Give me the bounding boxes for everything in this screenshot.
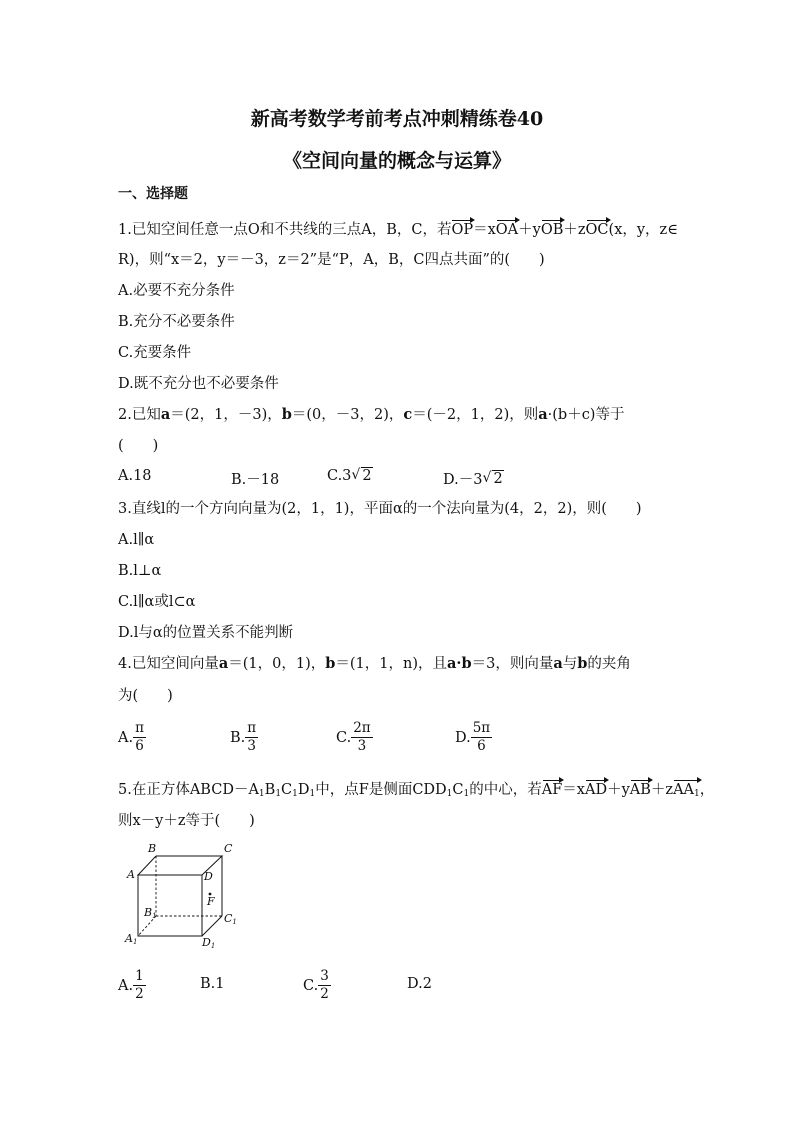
edge-c1-d1 (202, 916, 222, 936)
label-d: D (204, 870, 213, 883)
q4-option-d (455, 720, 492, 755)
vector-aa1-letters: AA (673, 782, 695, 798)
q4-option-d-label: D. (455, 729, 471, 746)
q2-vec-b: b (281, 406, 292, 423)
q5-plus-y: ＋y (607, 782, 630, 798)
q5-text-3: 的中心，若 (469, 782, 542, 798)
q4-text-3: ＝(1，1，n)，且 (335, 656, 447, 672)
fraction (133, 968, 146, 1003)
vector-ad: AD (584, 782, 608, 798)
subscript: 1 (463, 789, 470, 799)
denominator: 6 (135, 738, 144, 754)
q1-option-b: B.充分不必要条件 (118, 314, 235, 330)
denominator: 3 (357, 738, 367, 754)
vector-oc: OC (585, 222, 609, 238)
label-b1-letter: B (144, 906, 153, 919)
label-b: B (148, 842, 157, 855)
q5-plus-z: ＋z (650, 782, 674, 798)
q1-plus-z: ＋z (563, 222, 586, 238)
question-2-line-2: ( ) (118, 438, 159, 454)
q5-letter: C (452, 782, 464, 798)
label-d1-letter: D (202, 936, 211, 949)
q2-option-c-radicand: 2 (362, 468, 372, 484)
label-c1-subscript: 1 (232, 918, 237, 926)
label-a: A (127, 868, 135, 881)
label-d1 (201, 936, 215, 950)
subscript: 1 (446, 789, 453, 799)
q4-text-5: 与 (562, 656, 578, 672)
q1-plus-y: ＋y (518, 222, 541, 238)
q2-vec-a: a (160, 406, 171, 423)
sqrt-symbol: √ 2 (482, 469, 503, 487)
q4-text-6: 的夹角 (587, 656, 631, 672)
q2-option-d-radicand: 2 (493, 470, 503, 487)
q2-text-3: ＝(0，－3，2)， (291, 407, 404, 423)
q5-letter: D (297, 782, 310, 798)
question-1-line-1 (118, 220, 678, 240)
q3-option-c: C.l∥α或l⊂α (118, 594, 196, 610)
numerator: 3 (320, 968, 329, 984)
vector-ab: AB (629, 782, 651, 798)
q4-vec-a: a (218, 655, 229, 672)
q4-dot-product: a·b (447, 655, 472, 672)
denominator: 6 (477, 738, 486, 754)
q5-option-c-label: C. (303, 977, 319, 994)
q4-option-a (118, 720, 146, 755)
numerator: 5π (472, 720, 491, 736)
q2-option-b: B.－18 (231, 472, 280, 488)
q1-option-a: A.必要不充分条件 (118, 283, 235, 299)
label-a1-letter: A (125, 932, 133, 945)
q5-option-d: D.2 (407, 976, 432, 992)
sqrt-symbol: √ 2 (351, 467, 372, 484)
q1-domain: (x，y，z∈ (608, 222, 678, 238)
q2-vec-c: c (403, 406, 413, 423)
fraction (351, 720, 372, 755)
fraction (245, 720, 258, 755)
q4-text-2: ＝(1，0，1)， (228, 656, 326, 672)
subscript: 1 (292, 789, 298, 799)
vector-af: AF (541, 782, 563, 798)
q3-option-b: B.l⊥α (118, 563, 162, 579)
question-4-line-2: 为( ) (118, 688, 173, 704)
denominator: 2 (135, 986, 144, 1002)
q4-vec-b: b (325, 655, 336, 672)
q2-text-5: ·(b＋c)等于 (547, 407, 625, 423)
subscript: 1 (694, 789, 700, 799)
q5-text-1: 5.在正方体ABCD－A (118, 782, 259, 798)
q5-option-a (118, 968, 146, 1003)
numerator: π (135, 720, 144, 736)
vector-ob: OB (540, 222, 564, 238)
numerator: 2π (353, 720, 371, 736)
q4-vec-b-2: b (577, 655, 588, 672)
question-2-line-1 (118, 405, 624, 425)
q2-option-c (327, 468, 373, 484)
q3-option-a: A.l∥α (118, 532, 155, 548)
q5-option-c (303, 968, 331, 1003)
q2-option-c-label: C.3 (327, 468, 352, 484)
q2-option-d-label: D.－3 (443, 472, 483, 488)
q4-option-b (230, 720, 258, 755)
q2-text-4: ＝(－2，1，2)，则 (412, 407, 539, 423)
q4-text-1: 4.已知空间向量 (118, 656, 219, 672)
vector-aa1 (673, 780, 700, 804)
question-4-line-1 (118, 654, 631, 674)
vector-oa: OA (495, 222, 519, 238)
question-5-line-1 (118, 780, 714, 804)
q4-option-b-label: B. (230, 729, 246, 746)
q5-option-a-label: A. (118, 977, 134, 994)
q2-vec-a-2: a (538, 406, 548, 423)
label-c1-letter: C (224, 912, 233, 925)
q4-vec-a-2: a (553, 655, 563, 672)
label-c: C (224, 842, 233, 855)
q5-text-2: 中，点F是侧面CDD (315, 782, 447, 798)
fraction (133, 720, 146, 755)
q4-option-c (336, 720, 373, 755)
q2-option-a: A.18 (118, 468, 152, 484)
label-b1 (143, 906, 157, 920)
label-a1-subscript: 1 (132, 938, 138, 946)
q2-text-2: ＝(2，1，－3)， (170, 407, 282, 423)
label-d1-subscript: 1 (210, 942, 216, 950)
q5-eq: ＝x (562, 782, 585, 798)
q5-letter: C (281, 782, 293, 798)
subscript: 1 (258, 789, 265, 799)
denominator: 2 (320, 986, 329, 1002)
q1-option-c: C.充要条件 (118, 345, 192, 361)
fraction (471, 720, 492, 755)
numerator: 1 (135, 968, 144, 984)
subscript: 1 (309, 789, 316, 799)
q5-option-b: B.1 (200, 976, 225, 992)
label-a1 (124, 932, 137, 946)
q1-eq: ＝x (473, 222, 496, 238)
q5-letter: B (264, 782, 276, 798)
q4-option-a-label: A. (118, 729, 134, 746)
label-f: F (207, 895, 215, 908)
cube-figure (118, 838, 248, 950)
q2-text-1: 2.已知 (118, 407, 161, 423)
fraction (318, 968, 331, 1003)
section-heading: 一、选择题 (118, 186, 188, 202)
q4-option-c-label: C. (336, 729, 352, 746)
q3-option-d: D.l与α的位置关系不能判断 (118, 625, 294, 641)
denominator: 3 (247, 738, 256, 754)
subscript: 1 (275, 789, 282, 799)
q4-text-4: ＝3，则向量 (471, 656, 554, 672)
q1-option-d: D.既不充分也不必要条件 (118, 376, 279, 392)
question-3-line-1: 3.直线l的一个方向向量为(2，1，1)，平面α的一个法向量为(4，2，2)，则( ) (118, 501, 642, 517)
label-b1-subscript: 1 (152, 912, 157, 920)
vector-op: OP (451, 222, 474, 238)
question-5-line-2: 则x－y＋z等于( ) (118, 813, 255, 829)
page-title: 新高考数学考前考点冲刺精练卷40 (250, 108, 544, 130)
q2-option-d (443, 468, 504, 489)
q1-text: 1.已知空间任意一点O和不共线的三点A，B，C，若 (118, 222, 452, 238)
numerator: π (247, 720, 257, 736)
q5-comma: ， (699, 782, 715, 798)
question-1-line-2: R)，则“x＝2，y＝－3，z＝2”是“P，A，B，C四点共面”的( ) (118, 252, 545, 268)
label-c1 (224, 912, 237, 926)
page-subtitle: 《空间向量的概念与运算》 (282, 150, 511, 172)
